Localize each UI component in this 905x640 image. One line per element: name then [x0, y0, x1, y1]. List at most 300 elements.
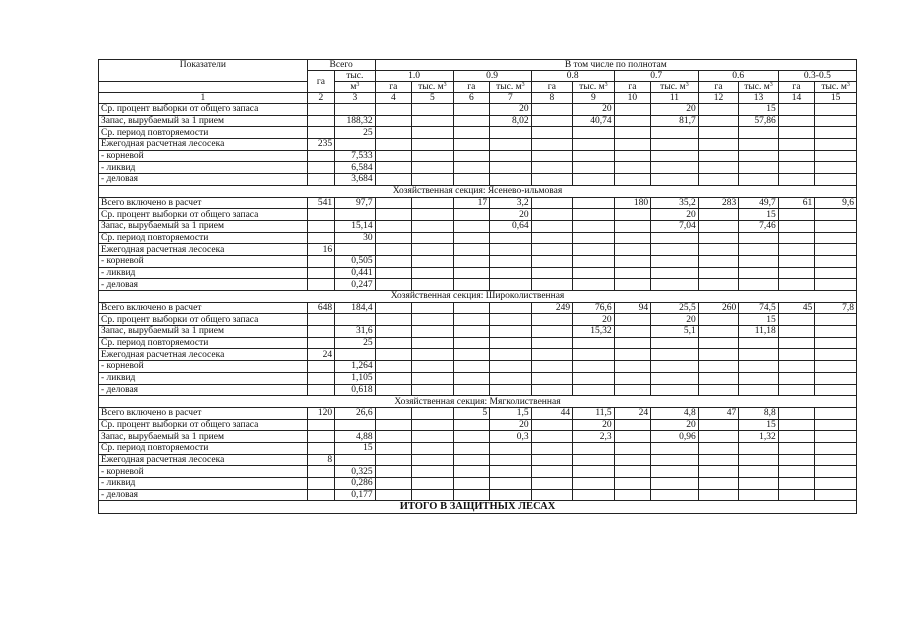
table-cell — [453, 232, 489, 244]
table-cell — [698, 150, 739, 162]
table-cell — [453, 139, 489, 151]
table-cell — [307, 478, 334, 490]
table-cell: 188,32 — [335, 115, 376, 127]
table-cell — [651, 162, 699, 174]
row-label: Запас, вырубаемый за 1 прием — [99, 115, 308, 127]
header-density-2-ha: га — [531, 82, 573, 93]
table-cell — [698, 431, 739, 443]
table-cell — [307, 326, 334, 338]
table-cell — [614, 326, 650, 338]
table-cell — [651, 372, 699, 384]
row-label: - деловая — [99, 279, 308, 291]
section-title: Хозяйственная секция: Широколиственная — [99, 291, 857, 303]
table-cell — [307, 337, 334, 349]
table-cell — [490, 361, 532, 373]
table-cell — [815, 489, 857, 501]
table-cell — [490, 489, 532, 501]
table-cell — [453, 115, 489, 127]
table-cell — [490, 267, 532, 279]
row-label: - деловая — [99, 174, 308, 186]
table-cell — [614, 372, 650, 384]
row-label: - корневой — [99, 361, 308, 373]
table-cell: 283 — [698, 197, 739, 209]
table-cell — [651, 489, 699, 501]
table-cell — [375, 232, 411, 244]
table-cell — [651, 337, 699, 349]
table-cell — [307, 489, 334, 501]
table-cell — [375, 267, 411, 279]
header-blank — [99, 82, 308, 93]
total-protective-forests-title: ИТОГО В ЗАЩИТНЫХ ЛЕСАХ — [99, 501, 857, 514]
table-cell — [531, 115, 573, 127]
table-cell: 61 — [778, 197, 814, 209]
table-cell — [412, 489, 454, 501]
table-cell — [651, 349, 699, 361]
table-cell: 31,6 — [335, 326, 376, 338]
table-cell: 0,247 — [335, 279, 376, 291]
table-cell — [815, 349, 857, 361]
table-cell — [815, 127, 857, 139]
table-cell — [778, 139, 814, 151]
table-cell — [412, 150, 454, 162]
table-cell — [490, 255, 532, 267]
row-label: Всего включено в расчет — [99, 197, 308, 209]
table-cell — [651, 255, 699, 267]
table-cell — [335, 454, 376, 466]
table-row — [99, 361, 857, 373]
table-cell — [739, 267, 779, 279]
table-cell — [614, 139, 650, 151]
table-cell — [698, 232, 739, 244]
row-label: Ср. период повторяемости — [99, 442, 308, 454]
table-cell — [453, 466, 489, 478]
table-cell — [739, 454, 779, 466]
table-cell — [698, 139, 739, 151]
table-cell — [614, 220, 650, 232]
table-cell — [490, 232, 532, 244]
table-cell — [490, 244, 532, 256]
column-number: 6 — [453, 93, 489, 104]
table-cell — [531, 255, 573, 267]
table-cell — [531, 267, 573, 279]
table-cell — [815, 454, 857, 466]
table-cell — [778, 174, 814, 186]
table-cell — [573, 454, 615, 466]
table-cell — [375, 372, 411, 384]
table-cell — [531, 349, 573, 361]
table-cell — [412, 127, 454, 139]
table-cell — [651, 150, 699, 162]
table-cell — [335, 419, 376, 431]
table-cell — [453, 302, 489, 314]
header-density-0-vol: тыс. $м^3$ — [412, 82, 454, 93]
table-cell — [307, 232, 334, 244]
header-density-5-vol: тыс. $м^3$ — [815, 82, 857, 93]
table-cell — [490, 466, 532, 478]
table-cell — [412, 104, 454, 116]
table-cell — [573, 337, 615, 349]
table-cell — [453, 372, 489, 384]
table-cell — [614, 442, 650, 454]
table-cell: 25,5 — [651, 302, 699, 314]
table-cell — [573, 489, 615, 501]
table-cell — [307, 150, 334, 162]
table-cell: 25 — [335, 127, 376, 139]
table-cell: 0,177 — [335, 489, 376, 501]
table-cell — [778, 349, 814, 361]
header-density-0-ha: га — [375, 82, 411, 93]
table-cell — [778, 489, 814, 501]
table-cell — [778, 162, 814, 174]
table-cell: 235 — [307, 139, 334, 151]
table-cell — [815, 232, 857, 244]
table-row — [99, 326, 857, 338]
table-cell — [815, 255, 857, 267]
column-number: 4 — [375, 93, 411, 104]
table-cell — [375, 162, 411, 174]
section-title-row — [99, 185, 857, 197]
table-cell: 4,8 — [651, 407, 699, 419]
table-cell: 44 — [531, 407, 573, 419]
table-cell — [778, 150, 814, 162]
table-cell — [490, 279, 532, 291]
table-cell — [815, 244, 857, 256]
table-cell — [531, 489, 573, 501]
column-number: 5 — [412, 93, 454, 104]
header-total-unit: $м^3$ — [335, 82, 376, 93]
table-cell — [375, 104, 411, 116]
table-cell — [573, 442, 615, 454]
table-cell — [490, 442, 532, 454]
table-cell — [375, 255, 411, 267]
row-label: - ликвид — [99, 267, 308, 279]
row-label: Ср. период повторяемости — [99, 337, 308, 349]
table-cell — [453, 489, 489, 501]
table-cell — [573, 220, 615, 232]
table-cell — [453, 255, 489, 267]
column-number: 10 — [614, 93, 650, 104]
table-cell — [614, 454, 650, 466]
table-cell: 15,14 — [335, 220, 376, 232]
table-cell — [490, 150, 532, 162]
table-cell: 24 — [614, 407, 650, 419]
table-cell: 2,3 — [573, 431, 615, 443]
table-row — [99, 478, 857, 490]
table-row — [99, 220, 857, 232]
table-cell: 15 — [739, 104, 779, 116]
header-density-5-ha: га — [778, 82, 814, 93]
column-number: 13 — [739, 93, 779, 104]
header-density-0: 1.0 — [375, 71, 453, 82]
table-cell: 11,5 — [573, 407, 615, 419]
table-cell — [778, 115, 814, 127]
table-row — [99, 279, 857, 291]
row-label: Всего включено в расчет — [99, 407, 308, 419]
table-cell: 7,46 — [739, 220, 779, 232]
table-cell: 45 — [778, 302, 814, 314]
table-cell — [614, 127, 650, 139]
table-cell — [531, 384, 573, 396]
column-number: 3 — [335, 93, 376, 104]
table-cell — [698, 489, 739, 501]
table-cell — [375, 150, 411, 162]
table-row — [99, 442, 857, 454]
document-page — [98, 59, 857, 514]
table-cell — [614, 209, 650, 221]
header-by-density: В том числе по полнотам — [375, 60, 856, 71]
table-cell — [698, 478, 739, 490]
table-cell — [375, 419, 411, 431]
header-density-2: 0.8 — [531, 71, 614, 82]
table-cell — [307, 431, 334, 443]
header-density-3-ha: га — [614, 82, 650, 93]
header-density-1-vol: тыс. $м^3$ — [490, 82, 532, 93]
table-cell — [698, 279, 739, 291]
table-cell — [739, 489, 779, 501]
table-cell — [531, 314, 573, 326]
section-title-row — [99, 291, 857, 303]
table-cell: 97,7 — [335, 197, 376, 209]
table-cell — [778, 267, 814, 279]
table-cell — [614, 255, 650, 267]
table-cell — [739, 150, 779, 162]
table-cell — [531, 361, 573, 373]
table-cell — [651, 127, 699, 139]
table-cell — [531, 150, 573, 162]
table-cell — [778, 209, 814, 221]
header-row-units — [99, 82, 857, 93]
table-row — [99, 127, 857, 139]
table-cell: 11,18 — [739, 326, 779, 338]
table-cell — [412, 431, 454, 443]
table-cell: 1,32 — [739, 431, 779, 443]
header-total: Всего — [307, 60, 375, 71]
table-cell — [651, 139, 699, 151]
table-cell — [573, 349, 615, 361]
header-density-1-ha: га — [453, 82, 489, 93]
table-row — [99, 302, 857, 314]
table-cell: 8,8 — [739, 407, 779, 419]
table-cell: 20 — [651, 419, 699, 431]
table-cell — [412, 314, 454, 326]
table-cell: 94 — [614, 302, 650, 314]
table-cell — [815, 466, 857, 478]
table-cell: 15 — [739, 419, 779, 431]
table-cell: 648 — [307, 302, 334, 314]
table-cell — [375, 326, 411, 338]
table-cell — [573, 174, 615, 186]
table-cell — [778, 466, 814, 478]
header-density-1: 0.9 — [453, 71, 531, 82]
table-row — [99, 384, 857, 396]
table-cell — [375, 314, 411, 326]
table-cell — [739, 349, 779, 361]
table-cell: 0,96 — [651, 431, 699, 443]
table-row — [99, 407, 857, 419]
table-cell — [614, 419, 650, 431]
table-cell — [698, 466, 739, 478]
table-cell — [778, 220, 814, 232]
table-row — [99, 232, 857, 244]
table-cell: 3,684 — [335, 174, 376, 186]
table-cell — [412, 162, 454, 174]
table-cell — [778, 478, 814, 490]
table-cell — [614, 267, 650, 279]
table-cell — [375, 466, 411, 478]
table-cell — [412, 454, 454, 466]
table-cell: 0,286 — [335, 478, 376, 490]
table-cell — [614, 361, 650, 373]
table-cell — [375, 454, 411, 466]
table-cell: 7,8 — [815, 302, 857, 314]
row-label: Ср. процент выборки от общего запаса — [99, 419, 308, 431]
table-cell — [651, 478, 699, 490]
table-cell — [307, 314, 334, 326]
table-cell — [490, 349, 532, 361]
table-cell: 20 — [651, 209, 699, 221]
table-cell — [815, 478, 857, 490]
table-row — [99, 314, 857, 326]
table-cell — [375, 361, 411, 373]
table-cell — [375, 442, 411, 454]
table-cell — [815, 162, 857, 174]
table-cell — [412, 419, 454, 431]
table-cell — [651, 244, 699, 256]
table-cell — [531, 478, 573, 490]
table-cell — [739, 337, 779, 349]
table-cell: 120 — [307, 407, 334, 419]
table-row — [99, 431, 857, 443]
row-label: Запас, вырубаемый за 1 прием — [99, 431, 308, 443]
column-number: 1 — [99, 93, 308, 104]
table-cell: 7,533 — [335, 150, 376, 162]
table-cell — [651, 384, 699, 396]
table-cell — [614, 232, 650, 244]
table-cell — [778, 279, 814, 291]
row-label: - деловая — [99, 384, 308, 396]
table-cell — [412, 139, 454, 151]
table-cell — [573, 139, 615, 151]
table-cell: 20 — [573, 314, 615, 326]
table-cell: 26,6 — [335, 407, 376, 419]
table-cell — [453, 431, 489, 443]
table-cell — [490, 139, 532, 151]
table-cell — [412, 197, 454, 209]
table-cell — [778, 372, 814, 384]
table-cell — [453, 454, 489, 466]
table-cell — [375, 209, 411, 221]
table-cell — [453, 279, 489, 291]
column-number: 14 — [778, 93, 814, 104]
table-cell — [307, 442, 334, 454]
row-label: - корневой — [99, 466, 308, 478]
table-cell — [573, 150, 615, 162]
table-cell — [453, 209, 489, 221]
table-cell — [778, 431, 814, 443]
table-cell — [573, 127, 615, 139]
table-cell — [815, 431, 857, 443]
table-cell: 20 — [651, 314, 699, 326]
column-number: 15 — [815, 93, 857, 104]
table-cell — [375, 302, 411, 314]
table-cell — [412, 174, 454, 186]
row-label: - деловая — [99, 489, 308, 501]
table-cell — [453, 162, 489, 174]
table-cell — [614, 244, 650, 256]
table-cell — [307, 384, 334, 396]
table-cell — [307, 267, 334, 279]
table-cell — [778, 244, 814, 256]
table-cell: 25 — [335, 337, 376, 349]
table-cell — [335, 244, 376, 256]
table-cell — [412, 372, 454, 384]
table-cell — [412, 232, 454, 244]
table-cell: 20 — [573, 419, 615, 431]
table-cell — [453, 337, 489, 349]
table-cell — [739, 139, 779, 151]
table-cell — [739, 384, 779, 396]
table-cell — [778, 337, 814, 349]
table-cell — [815, 361, 857, 373]
table-row — [99, 139, 857, 151]
table-cell — [573, 372, 615, 384]
table-cell — [573, 384, 615, 396]
table-cell — [307, 419, 334, 431]
table-cell — [778, 454, 814, 466]
table-cell — [307, 174, 334, 186]
table-cell — [573, 197, 615, 209]
table-row — [99, 489, 857, 501]
table-row — [99, 419, 857, 431]
table-cell — [453, 267, 489, 279]
table-cell — [453, 478, 489, 490]
table-cell — [375, 174, 411, 186]
table-cell — [531, 419, 573, 431]
row-label: Ср. период повторяемости — [99, 232, 308, 244]
table-cell — [573, 244, 615, 256]
forest-cutting-table — [98, 59, 857, 514]
table-cell — [335, 349, 376, 361]
table-cell — [815, 279, 857, 291]
table-cell — [739, 255, 779, 267]
table-cell — [815, 407, 857, 419]
row-label: - ликвид — [99, 372, 308, 384]
table-cell — [698, 372, 739, 384]
table-cell — [698, 337, 739, 349]
table-cell — [412, 384, 454, 396]
table-cell — [614, 466, 650, 478]
row-label: Запас, вырубаемый за 1 прием — [99, 326, 308, 338]
table-cell: 16 — [307, 244, 334, 256]
table-cell — [531, 174, 573, 186]
table-cell — [412, 220, 454, 232]
row-label: Ср. процент выборки от общего запаса — [99, 104, 308, 116]
table-cell — [651, 232, 699, 244]
table-cell — [335, 104, 376, 116]
table-cell — [531, 197, 573, 209]
table-row — [99, 209, 857, 221]
header-density-4-ha: га — [698, 82, 739, 93]
table-cell — [698, 209, 739, 221]
table-cell — [453, 326, 489, 338]
table-cell — [651, 174, 699, 186]
table-cell — [307, 209, 334, 221]
table-cell — [698, 314, 739, 326]
table-row — [99, 454, 857, 466]
table-cell — [614, 104, 650, 116]
table-row — [99, 349, 857, 361]
table-cell — [375, 337, 411, 349]
